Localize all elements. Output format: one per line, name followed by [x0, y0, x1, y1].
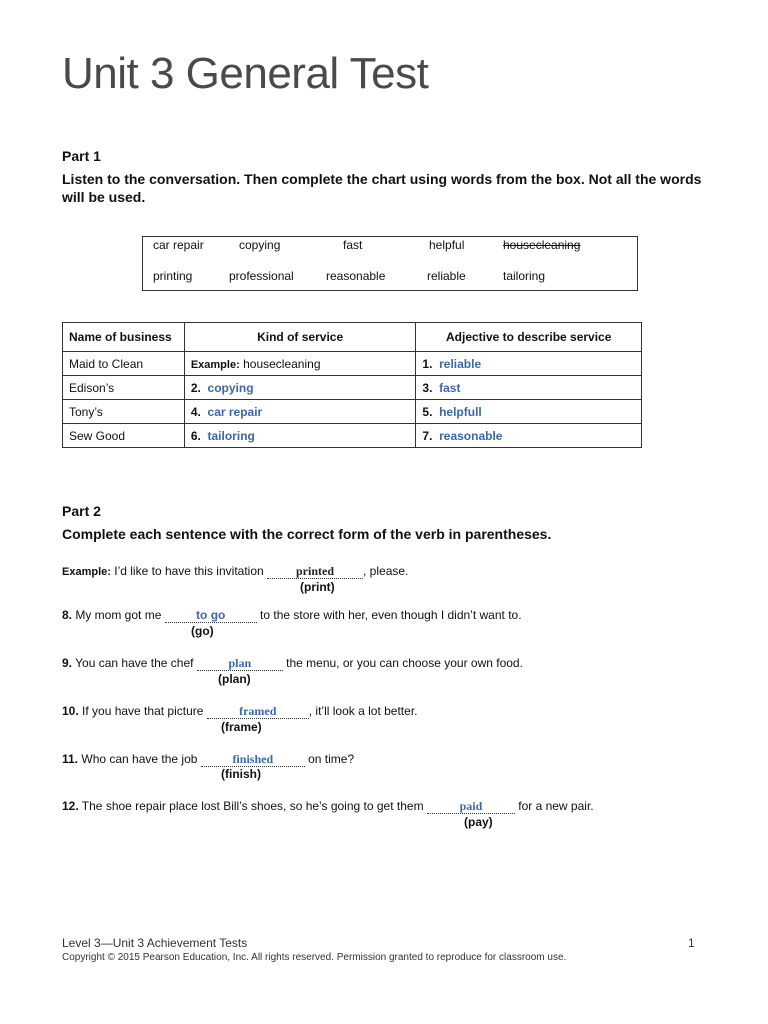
item-number: 12.	[62, 799, 79, 813]
sentence-text: , it’ll look a lot better.	[308, 704, 418, 718]
table-row	[63, 376, 642, 400]
service-cell	[184, 424, 416, 448]
verb-hint: (pay)	[464, 815, 493, 829]
item-number: 2.	[190, 380, 201, 395]
verb-hint: (finish)	[221, 767, 261, 781]
example-sentence	[62, 564, 408, 579]
item-number: 1.	[422, 356, 433, 371]
answer-blank: paid	[427, 799, 515, 814]
business-name: Tony’s	[63, 400, 185, 424]
item-number: 6.	[190, 428, 201, 443]
word-box-item: tailoring	[503, 269, 546, 283]
part2-instruction: Complete each sentence with the correct form of the verb in parentheses.	[62, 526, 552, 542]
sentence-text: for a new pair.	[514, 799, 594, 813]
question-10	[62, 704, 418, 719]
header-service: Kind of service	[184, 323, 416, 352]
word-box-item: printing	[153, 269, 193, 283]
word-box-item: helpful	[429, 238, 465, 252]
adjective-cell	[416, 424, 642, 448]
word-box	[142, 236, 638, 291]
part1-heading: Part 1	[62, 148, 101, 164]
business-name: Sew Good	[63, 424, 185, 448]
answer-text: reliable	[439, 356, 482, 371]
service-chart	[62, 322, 642, 448]
sentence-text: The shoe repair place lost Bill’s shoes, so he’s going to get them	[78, 799, 427, 813]
table-row	[63, 424, 642, 448]
question-8	[62, 608, 522, 623]
answer-text: copying	[207, 380, 254, 395]
sentence-text: Who can have the job	[78, 752, 201, 766]
answer-text: car repair	[207, 404, 263, 419]
adjective-cell	[416, 376, 642, 400]
word-box-item: professional	[229, 269, 294, 283]
service-value: housecleaning	[243, 356, 321, 371]
answer-blank: to go	[165, 608, 257, 623]
part2-heading: Part 2	[62, 503, 101, 519]
part1-instruction: Listen to the conversation. Then complete the chart using words from the box. Not all the words will be used.	[62, 171, 702, 205]
item-number: 4.	[190, 404, 201, 419]
sentence-text: I’d like to have this invitation	[110, 564, 268, 578]
service-cell	[184, 376, 416, 400]
item-number: 9.	[62, 656, 73, 670]
header-business: Name of business	[63, 323, 185, 352]
word-box-item: reliable	[427, 269, 466, 283]
sentence-text: the menu, or you can choose your own food.	[282, 656, 523, 670]
item-number: 8.	[62, 608, 73, 622]
footer-copyright: Copyright © 2015 Pearson Education, Inc. All rights reserved. Permission granted to reproduce for classroom use.	[62, 952, 567, 963]
table-row	[63, 400, 642, 424]
sentence-text: My mom got me	[72, 608, 165, 622]
table-row	[63, 352, 642, 376]
answer-text: helpfull	[439, 404, 482, 419]
word-box-item: fast	[343, 238, 363, 252]
example-label: Example:	[62, 566, 111, 578]
service-cell	[184, 352, 416, 376]
word-box-item: reasonable	[326, 269, 386, 283]
verb-hint: (go)	[191, 624, 214, 638]
sentence-text: You can have the chef	[72, 656, 197, 670]
item-number: 11.	[62, 752, 79, 766]
word-box-item-used: housecleaning	[503, 238, 581, 252]
answer-text: reasonable	[439, 428, 503, 443]
question-11	[62, 752, 354, 767]
item-number: 3.	[422, 380, 433, 395]
item-number: 5.	[422, 404, 433, 419]
verb-hint: (print)	[300, 580, 335, 594]
answer-blank: plan	[197, 656, 283, 671]
adjective-cell	[416, 400, 642, 424]
service-cell	[184, 400, 416, 424]
answer-text: fast	[439, 380, 461, 395]
header-adjective: Adjective to describe service	[416, 323, 642, 352]
sentence-text: on time?	[304, 752, 355, 766]
verb-hint: (plan)	[218, 672, 251, 686]
footer-level: Level 3—Unit 3 Achievement Tests	[62, 936, 248, 950]
answer-blank: finished	[201, 752, 305, 767]
sentence-text: If you have that picture	[78, 704, 207, 718]
business-name: Maid to Clean	[63, 352, 185, 376]
page-number: 1	[688, 936, 695, 950]
item-number: 10.	[62, 704, 79, 718]
sentence-text: to the store with her, even though I didn’t want to.	[256, 608, 522, 622]
question-9	[62, 656, 523, 671]
business-name: Edison’s	[63, 376, 185, 400]
verb-hint: (frame)	[221, 720, 262, 734]
answer-blank: framed	[207, 704, 309, 719]
example-label: Example:	[190, 358, 240, 371]
item-number: 7.	[422, 428, 433, 443]
question-12	[62, 799, 594, 814]
word-box-item: car repair	[153, 238, 204, 252]
page-title: Unit 3 General Test	[62, 49, 429, 98]
word-box-item: copying	[239, 238, 281, 252]
adjective-cell	[416, 352, 642, 376]
sentence-text: , please.	[363, 564, 409, 578]
answer-text: tailoring	[207, 428, 255, 443]
answer-blank: printed	[267, 564, 363, 579]
